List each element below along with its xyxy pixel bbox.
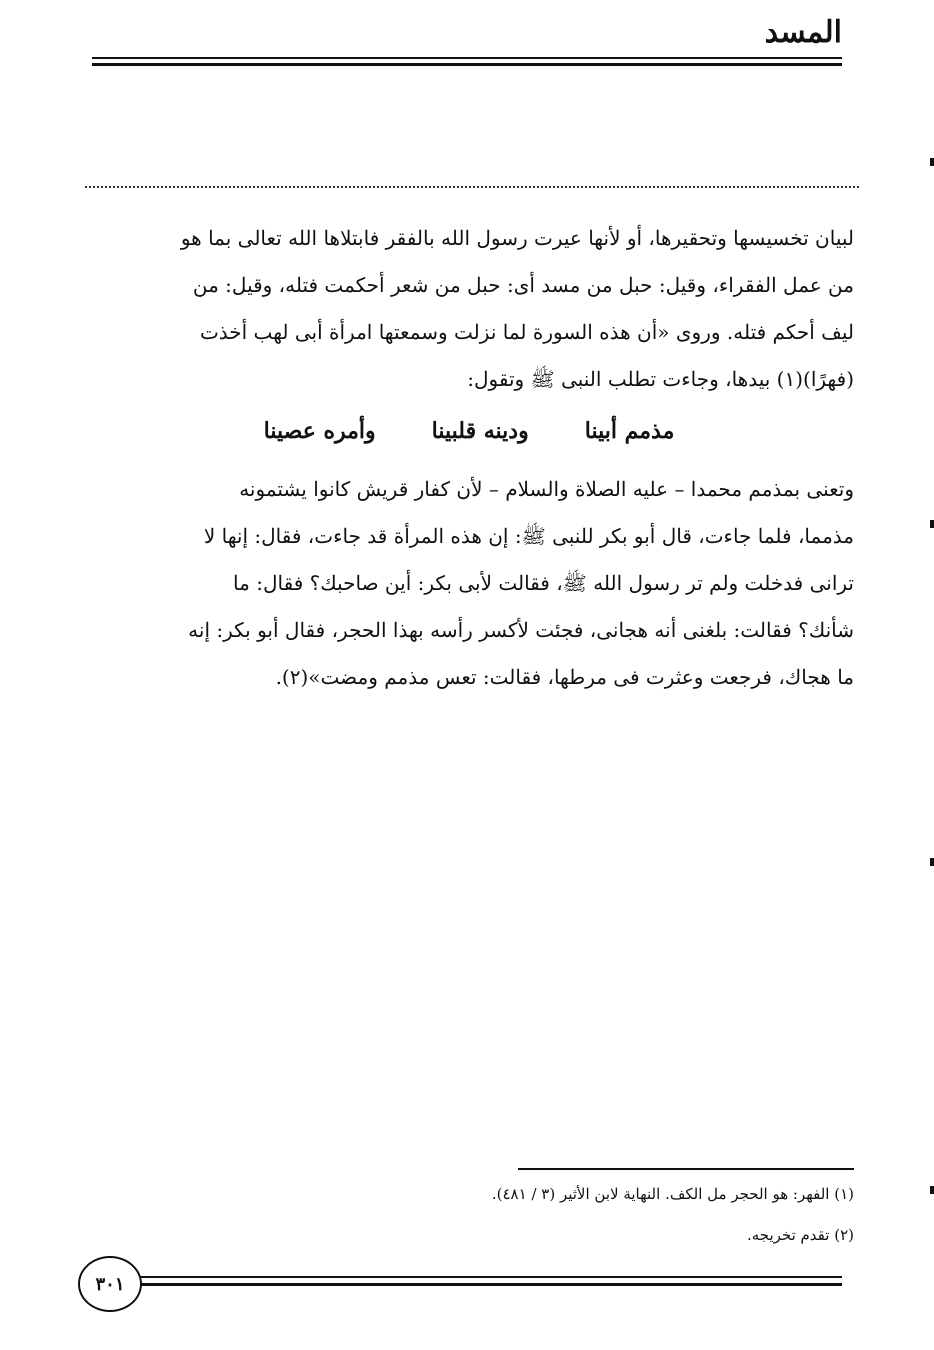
paragraph-1-line: (فهرًا)(١) بيدها، وجاءت تطلب النبى ﷺ وتقول: <box>467 367 854 391</box>
paragraph-2-line: شأنك؟ فقالت: بلغنى أنه هجانى، فجئت لأكسر رأسه بهذا الحجر، فقال أبو بكر: إنه <box>188 618 854 642</box>
section-dotted-divider <box>85 186 859 188</box>
paragraph-2 <box>84 466 854 701</box>
paragraph-2-line: ترانى فدخلت ولم تر رسول الله ﷺ، فقالت لأبى بكر: أين صاحبك؟ فقال: ما <box>233 571 854 595</box>
paragraph-1-line: لبيان تخسيسها وتحقيرها، أو لأنها عيرت رسول الله بالفقر فابتلاها الله تعالى بما هو <box>180 226 854 250</box>
scan-edge-mark <box>930 520 934 528</box>
poetry-verse <box>84 411 854 451</box>
footnote-2: (٢) تقدم تخريجه. <box>746 1226 854 1244</box>
footer-rule-thick <box>130 1283 842 1286</box>
header-rule-thick <box>92 63 842 66</box>
verse-part: مذمم أبينا <box>584 418 675 444</box>
paragraph-2-line: وتعنى بمذمم محمدا – عليه الصلاة والسلام – لأن كفار قريش كانوا يشتمونه <box>239 477 854 501</box>
paragraph-2-line: ما هجاك، فرجعت وعثرت فى مرطها، فقالت: تعس مذمم ومضت»(٢). <box>275 665 854 689</box>
paragraph-1-line: من عمل الفقراء، وقيل: حبل من مسد أى: حبل من شعر أحكمت فتله، وقيل: من <box>192 273 854 297</box>
paragraph-1 <box>84 215 854 403</box>
paragraph-1-line: ليف أحكم فتله. وروى «أن هذه السورة لما نزلت وسمعتها امرأة أبى لهب أخذت <box>199 320 854 344</box>
paragraph-2-line: مذمما، فلما جاءت، قال أبو بكر للنبى ﷺ: إن هذه المرأة قد جاءت، فقال: إنها لا <box>203 524 854 548</box>
scan-edge-mark <box>930 1186 934 1194</box>
verse-part: وأمره عصينا <box>263 418 376 444</box>
scan-edge-mark <box>930 858 934 866</box>
footnote-1: (١) الفهر: هو الحجر مل الكف. النهاية لابن الأثير (٣ / ٤٨١). <box>491 1185 854 1203</box>
footer-rule-thin <box>130 1276 842 1278</box>
header-rule-thin <box>92 57 842 59</box>
verse-part: ودينه قلبينا <box>431 418 529 444</box>
scan-edge-mark <box>930 158 934 166</box>
page-number: ٣٠١ <box>78 1256 142 1312</box>
footnote-separator <box>518 1168 854 1170</box>
running-title: المسد <box>764 15 842 50</box>
